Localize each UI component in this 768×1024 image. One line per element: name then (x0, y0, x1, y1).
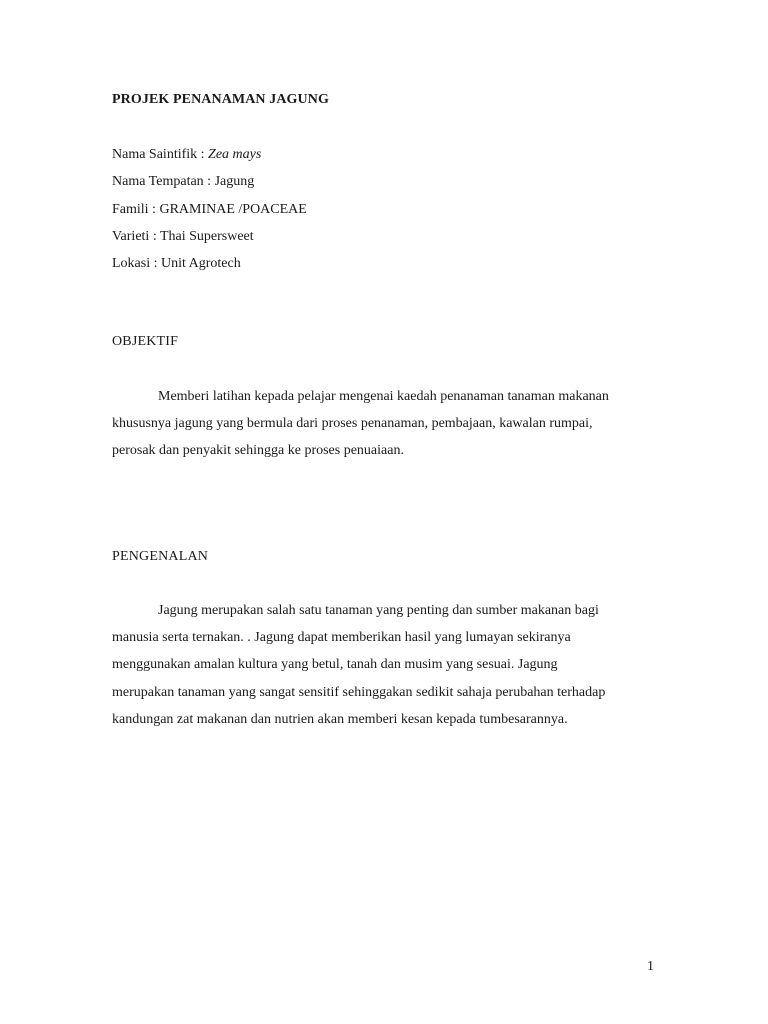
info-label: Varieti : (112, 228, 160, 244)
section-heading-objektif: OBJEKTIF (112, 334, 179, 349)
plant-info-list (112, 144, 307, 280)
info-family (112, 199, 307, 226)
info-label: Nama Saintifik : (112, 147, 209, 162)
paragraph-line: kandungan zat makanan dan nutrien akan memberi kesan kepada tumbesarannya. (112, 711, 568, 727)
paragraph-line: merupakan tanaman yang sangat sensitif sehinggakan sedikit sahaja perubahan terhadap (112, 684, 606, 700)
info-location (112, 253, 307, 280)
info-label: Famili : (112, 201, 160, 217)
info-label: Nama Tempatan : (112, 174, 215, 190)
paragraph-pengenalan (112, 597, 632, 733)
paragraph-line: Jagung merupakan salah satu tanaman yang penting dan sumber makanan bagi (158, 603, 599, 618)
paragraph-line: manusia serta ternakan. . Jagung dapat memberikan hasil yang lumayan sekiranya (112, 630, 571, 646)
page-number: 1 (647, 959, 654, 974)
section-heading-pengenalan: PENGENALAN (112, 549, 209, 564)
paragraph-line: perosak dan penyakit sehingga ke proses penuaiaan. (112, 443, 404, 459)
info-value: Zea mays (208, 147, 262, 162)
paragraph-line: Memberi latihan kepada pelajar mengenai kaedah penanaman tanaman makanan (158, 389, 609, 404)
info-local-name (112, 171, 307, 198)
info-label: Lokasi : (112, 256, 161, 271)
info-value: Jagung (214, 174, 255, 190)
document-title: PROJEK PENANAMAN JAGUNG (112, 92, 329, 107)
info-scientific-name (112, 144, 307, 171)
info-variety (112, 226, 307, 253)
info-value: GRAMINAE /POACEAE (159, 201, 307, 217)
paragraph-objektif (112, 383, 632, 465)
paragraph-line: menggunakan amalan kultura yang betul, tanah dan musim yang sesuai. Jagung (112, 657, 558, 673)
paragraph-line: khususnya jagung yang bermula dari proses penanaman, pembajaan, kawalan rumpai, (112, 416, 593, 432)
info-value: Thai Supersweet (159, 228, 254, 244)
info-value: Unit Agrotech (161, 256, 241, 271)
